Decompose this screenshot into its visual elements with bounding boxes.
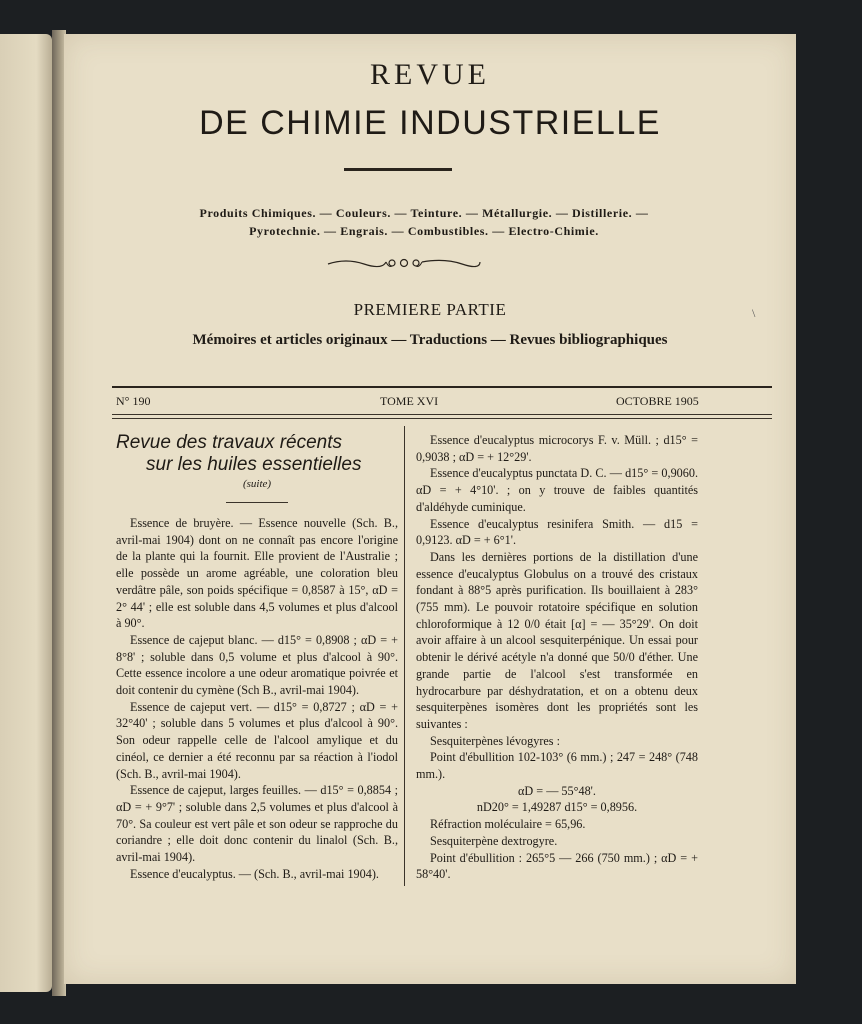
paragraph-ebullition-2: Point d'ébullition : 265°5 — 266 (750 mm.) ; αD = + 58°40'. [416,850,698,882]
paragraph-resinifera: Essence d'eucalyptus resinifera Smith. — d15 = 0,9123. αD = + 6°1'. [416,516,698,548]
paragraph-ebullition-1: Point d'ébullition 102-103° (6 mm.) ; 247 = 248° (748 mm.). [416,750,698,782]
paragraph-globulus: Dans les dernières portions de la distillation d'une essence d'eucalyptus Globulus on a trouvé des cristaux fondant à 88°5 après purification. Ils bouillaient à 283° (755 mm). Le pouvoir rotatoire spécifique en solution chloroformique à 12 0/0 était [α] = — 35°29'. On doit avoir affaire à un alcool sesquiterpénique. Un essai pour obtenir le dérivé acétyle n'a donné que 50/0 d'éther. Une grande partie de l'alcool s'est transformée en hydrocarbure par déshydratation, et on a obtenu deux sesquiterpènes isomères dont les propriétés sont les suivantes : [416,549,698,731]
sections-subtitle: Mémoires et articles originaux — Traductions — Revues bibliographiques [192,332,668,348]
formula-alpha: αD = — 55°48'. [518,783,596,798]
article-title-line-1: Revue des travaux récents [116,432,343,453]
issue-date: OCTOBRE 1905 [616,394,699,408]
left-page-edge [0,34,52,992]
issue-rule-bottom-2 [112,418,772,419]
issue-rule-bottom-1 [112,414,772,415]
subjects-line-2: Pyrotechnie. — Engrais. — Combustibles. — Electro-Chimie. [249,224,599,238]
masthead-revue: REVUE [370,58,490,91]
article-title-line-2: sur les huiles essentielles [146,454,362,475]
column-divider [404,426,405,886]
left-column [116,515,398,882]
paragraph-microcorys: Essence d'eucalyptus microcorys F. v. Müll. ; d15° = 0,9038 ; αD = + 12°29'. [416,433,698,464]
paragraph-dextrogyre: Sesquiterpène dextrogyre. [430,833,558,848]
right-column [416,432,698,883]
speck-mark: \ [752,306,756,320]
paragraph-punctata: Essence d'eucalyptus punctata D. C. — d15° = 0,9060. αD = + 4°10'. ; on y trouve de faibles quantités d'aldéhyde cuminique. [416,466,698,514]
paragraph-levogyres: Sesquiterpènes lévogyres : [430,733,560,748]
paragraph-cajeput-vert: Essence de cajeput vert. — d15° = 0,8727 ; αD = + 32°40' ; soluble dans 5 volumes et plus d'alcool à 90°. Son odeur rappelle celle de l'alcool amylique et du cinéol, ce dernier a été reconnu par sa réaction à l'iodol (Sch. B., avril-mai 1904). [116,699,398,781]
title-rule [344,168,452,171]
partie-heading: PREMIERE PARTIE [353,300,507,319]
ornament-flourish-icon [326,256,482,270]
journal-page [64,34,796,984]
formula-refraction-index: nD20° = 1,49287 d15° = 0,8956. [476,800,638,815]
article-title [116,432,398,476]
paragraph-bruyere: Essence de bruyère. — Essence nouvelle (Sch. B., avril-mai 1904) dont on ne connaît pas encore l'origine de la plante qui la fournit. Elle provient de l'Australie ; elle possède un arome agréable, une coloration bleu verdâtre pâle, son poids spécifique = 0,8587 à 15°, αD = 2° 44' ; elle est soluble dans 4,5 volumes et plus d'alcool à 90°. [116,516,398,631]
issue-number: N° 190 [116,394,151,408]
paragraph-eucalyptus: Essence d'eucalyptus. — (Sch. B., avril-mai 1904). [130,866,379,881]
article-suite: (suite) [242,478,272,490]
paragraph-cajeput-larges: Essence de cajeput, larges feuilles. — d15° = 0,8854 ; αD = + 9°7' ; soluble dans 2,5 volumes et plus d'alcool à 70°. Sa couleur est vert pâle et son odeur se rapproche du coriandre ; elle doit donc contenir du linalol (Sch. B., avril-mai 1904). [116,783,398,865]
journal-title: DE CHIMIE INDUSTRIELLE [199,104,661,142]
article-title-rule [226,502,288,503]
paragraph-refraction: Réfraction moléculaire = 65,96. [430,817,586,832]
paragraph-cajeput-blanc: Essence de cajeput blanc. — d15° = 0,8908 ; αD = + 8°8' ; soluble dans 0,5 volume et plus d'alcool à 90°. Cette essence incolore a une odeur aromatique poivrée et doit contenir du cymène (Sch B., avril-mai 1904). [116,632,398,698]
issue-tome: TOME XVI [380,394,439,408]
issue-rule-top [112,386,772,388]
subjects-line-1: Produits Chimiques. — Couleurs. — Teinture. — Métallurgie. — Distillerie. — [199,206,649,220]
